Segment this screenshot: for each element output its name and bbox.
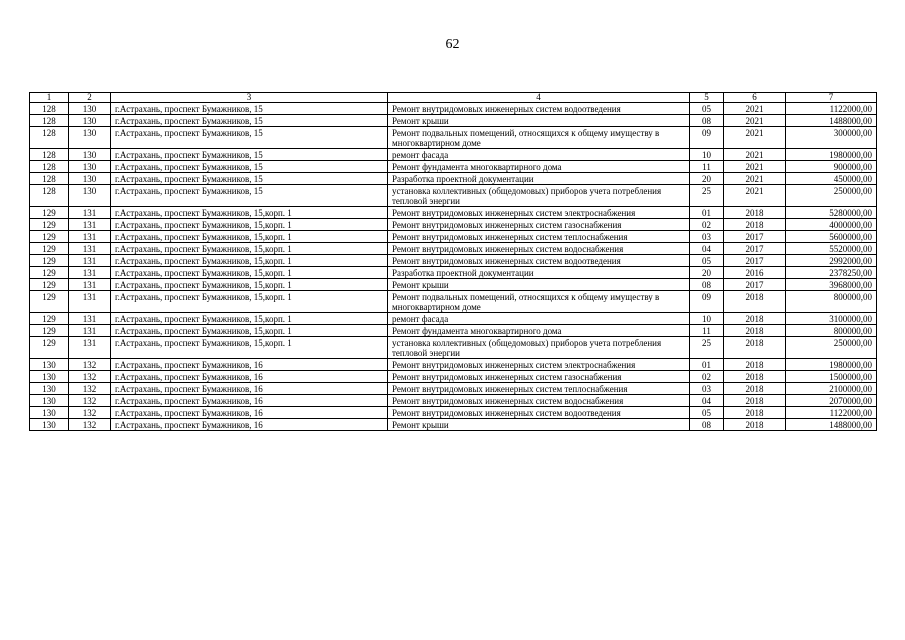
table-row (30, 383, 877, 395)
work-type-cell: установка коллективных (общедомовых) приборов учета потребления тепловой энергии (388, 185, 690, 207)
cost-cell: 5520000,00 (786, 243, 877, 255)
house-number-cell: 131 (69, 219, 111, 231)
table-row (30, 407, 877, 419)
work-code-cell: 05 (690, 407, 724, 419)
work-code-cell: 05 (690, 103, 724, 115)
work-type-cell: Ремонт фундамента многоквартирного дома (388, 161, 690, 173)
year-cell: 2018 (724, 371, 786, 383)
column-header-3: 3 (111, 93, 388, 103)
year-cell: 2021 (724, 185, 786, 207)
cost-cell: 1980000,00 (786, 149, 877, 161)
work-type-cell: ремонт фасада (388, 313, 690, 325)
house-number-cell: 132 (69, 407, 111, 419)
work-code-cell: 08 (690, 419, 724, 431)
address-cell: г.Астрахань, проспект Бумажников, 16 (111, 371, 388, 383)
table-row (30, 313, 877, 325)
work-type-cell: Ремонт внутридомовых инженерных систем электроснабжения (388, 207, 690, 219)
row-number-cell: 129 (30, 231, 69, 243)
work-code-cell: 08 (690, 115, 724, 127)
table-row (30, 161, 877, 173)
house-number-cell: 130 (69, 103, 111, 115)
address-cell: г.Астрахань, проспект Бумажников, 15,корп. 1 (111, 267, 388, 279)
year-cell: 2018 (724, 359, 786, 371)
address-cell: г.Астрахань, проспект Бумажников, 16 (111, 359, 388, 371)
table-row (30, 207, 877, 219)
year-cell: 2021 (724, 103, 786, 115)
work-code-cell: 10 (690, 313, 724, 325)
year-cell: 2017 (724, 231, 786, 243)
work-type-cell: Ремонт крыши (388, 279, 690, 291)
cost-cell: 1122000,00 (786, 103, 877, 115)
table-row (30, 419, 877, 431)
year-cell: 2016 (724, 267, 786, 279)
cost-cell: 1488000,00 (786, 115, 877, 127)
work-code-cell: 02 (690, 219, 724, 231)
address-cell: г.Астрахань, проспект Бумажников, 15 (111, 185, 388, 207)
cost-cell: 800000,00 (786, 325, 877, 337)
table-row (30, 325, 877, 337)
year-cell: 2017 (724, 279, 786, 291)
column-header-7: 7 (786, 93, 877, 103)
table-row (30, 185, 877, 207)
row-number-cell: 129 (30, 243, 69, 255)
work-type-cell: Ремонт внутридомовых инженерных систем водоотведения (388, 407, 690, 419)
work-type-cell: Ремонт подвальных помещений, относящихся к общему имуществу в многоквартирном доме (388, 127, 690, 149)
year-cell: 2018 (724, 291, 786, 313)
work-code-cell: 25 (690, 337, 724, 359)
house-number-cell: 131 (69, 313, 111, 325)
work-code-cell: 09 (690, 127, 724, 149)
house-number-cell: 130 (69, 127, 111, 149)
work-type-cell: Разработка проектной документации (388, 173, 690, 185)
cost-cell: 4000000,00 (786, 219, 877, 231)
row-number-cell: 130 (30, 371, 69, 383)
table-row (30, 231, 877, 243)
column-header-6: 6 (724, 93, 786, 103)
row-number-cell: 129 (30, 267, 69, 279)
address-cell: г.Астрахань, проспект Бумажников, 16 (111, 407, 388, 419)
address-cell: г.Астрахань, проспект Бумажников, 16 (111, 395, 388, 407)
address-cell: г.Астрахань, проспект Бумажников, 15,корп. 1 (111, 231, 388, 243)
column-header-4: 4 (388, 93, 690, 103)
year-cell: 2018 (724, 325, 786, 337)
year-cell: 2021 (724, 149, 786, 161)
work-code-cell: 05 (690, 255, 724, 267)
work-type-cell: Ремонт крыши (388, 115, 690, 127)
year-cell: 2017 (724, 255, 786, 267)
capital-repair-table (29, 92, 877, 431)
cost-cell: 5600000,00 (786, 231, 877, 243)
year-cell: 2018 (724, 207, 786, 219)
address-cell: г.Астрахань, проспект Бумажников, 15,корп. 1 (111, 207, 388, 219)
page-number: 62 (445, 37, 460, 52)
cost-cell: 300000,00 (786, 127, 877, 149)
address-cell: г.Астрахань, проспект Бумажников, 15,корп. 1 (111, 255, 388, 267)
year-cell: 2021 (724, 173, 786, 185)
table-row (30, 359, 877, 371)
cost-cell: 1488000,00 (786, 419, 877, 431)
work-code-cell: 11 (690, 161, 724, 173)
house-number-cell: 132 (69, 419, 111, 431)
table-row (30, 279, 877, 291)
work-code-cell: 09 (690, 291, 724, 313)
table-row (30, 255, 877, 267)
address-cell: г.Астрахань, проспект Бумажников, 16 (111, 419, 388, 431)
work-code-cell: 01 (690, 207, 724, 219)
table-row (30, 395, 877, 407)
address-cell: г.Астрахань, проспект Бумажников, 16 (111, 383, 388, 395)
house-number-cell: 131 (69, 231, 111, 243)
year-cell: 2021 (724, 115, 786, 127)
work-code-cell: 08 (690, 279, 724, 291)
work-code-cell: 10 (690, 149, 724, 161)
year-cell: 2021 (724, 127, 786, 149)
address-cell: г.Астрахань, проспект Бумажников, 15 (111, 161, 388, 173)
house-number-cell: 130 (69, 173, 111, 185)
work-type-cell: Ремонт внутридомовых инженерных систем газоснабжения (388, 371, 690, 383)
row-number-cell: 129 (30, 313, 69, 325)
row-number-cell: 129 (30, 207, 69, 219)
work-type-cell: Ремонт внутридомовых инженерных систем теплоснабжения (388, 383, 690, 395)
house-number-cell: 132 (69, 383, 111, 395)
row-number-cell: 129 (30, 255, 69, 267)
column-header-2: 2 (69, 93, 111, 103)
year-cell: 2018 (724, 219, 786, 231)
house-number-cell: 131 (69, 267, 111, 279)
table-row (30, 337, 877, 359)
house-number-cell: 132 (69, 371, 111, 383)
house-number-cell: 131 (69, 255, 111, 267)
house-number-cell: 131 (69, 291, 111, 313)
row-number-cell: 130 (30, 395, 69, 407)
address-cell: г.Астрахань, проспект Бумажников, 15,корп. 1 (111, 313, 388, 325)
cost-cell: 1500000,00 (786, 371, 877, 383)
row-number-cell: 128 (30, 149, 69, 161)
table-row (30, 219, 877, 231)
cost-cell: 250000,00 (786, 337, 877, 359)
year-cell: 2018 (724, 395, 786, 407)
cost-cell: 450000,00 (786, 173, 877, 185)
work-code-cell: 04 (690, 243, 724, 255)
house-number-cell: 132 (69, 395, 111, 407)
work-type-cell: Ремонт внутридомовых инженерных систем водоснабжения (388, 243, 690, 255)
house-number-cell: 130 (69, 185, 111, 207)
work-type-cell: Ремонт внутридомовых инженерных систем водоотведения (388, 103, 690, 115)
work-code-cell: 04 (690, 395, 724, 407)
work-type-cell: ремонт фасада (388, 149, 690, 161)
address-cell: г.Астрахань, проспект Бумажников, 15,корп. 1 (111, 243, 388, 255)
table-row (30, 371, 877, 383)
row-number-cell: 128 (30, 127, 69, 149)
column-header-5: 5 (690, 93, 724, 103)
house-number-cell: 130 (69, 161, 111, 173)
work-type-cell: Ремонт фундамента многоквартирного дома (388, 325, 690, 337)
work-code-cell: 03 (690, 383, 724, 395)
address-cell: г.Астрахань, проспект Бумажников, 15 (111, 103, 388, 115)
house-number-cell: 132 (69, 359, 111, 371)
house-number-cell: 131 (69, 243, 111, 255)
house-number-cell: 130 (69, 149, 111, 161)
work-type-cell: Ремонт внутридомовых инженерных систем водоснабжения (388, 395, 690, 407)
row-number-cell: 129 (30, 325, 69, 337)
table-row (30, 173, 877, 185)
row-number-cell: 128 (30, 115, 69, 127)
work-type-cell: Разработка проектной документации (388, 267, 690, 279)
row-number-cell: 130 (30, 359, 69, 371)
column-header-1: 1 (30, 93, 69, 103)
cost-cell: 2100000,00 (786, 383, 877, 395)
work-code-cell: 02 (690, 371, 724, 383)
row-number-cell: 129 (30, 279, 69, 291)
work-code-cell: 20 (690, 173, 724, 185)
house-number-cell: 130 (69, 115, 111, 127)
table-row (30, 243, 877, 255)
row-number-cell: 128 (30, 161, 69, 173)
year-cell: 2018 (724, 383, 786, 395)
work-code-cell: 03 (690, 231, 724, 243)
work-type-cell: Ремонт внутридомовых инженерных систем газоснабжения (388, 219, 690, 231)
year-cell: 2017 (724, 243, 786, 255)
work-type-cell: установка коллективных (общедомовых) приборов учета потребления тепловой энергии (388, 337, 690, 359)
table-row (30, 115, 877, 127)
table-row (30, 267, 877, 279)
year-cell: 2018 (724, 419, 786, 431)
year-cell: 2018 (724, 407, 786, 419)
address-cell: г.Астрахань, проспект Бумажников, 15,корп. 1 (111, 325, 388, 337)
address-cell: г.Астрахань, проспект Бумажников, 15,корп. 1 (111, 219, 388, 231)
year-cell: 2018 (724, 337, 786, 359)
row-number-cell: 128 (30, 103, 69, 115)
address-cell: г.Астрахань, проспект Бумажников, 15 (111, 127, 388, 149)
cost-cell: 250000,00 (786, 185, 877, 207)
work-code-cell: 20 (690, 267, 724, 279)
address-cell: г.Астрахань, проспект Бумажников, 15,корп. 1 (111, 279, 388, 291)
address-cell: г.Астрахань, проспект Бумажников, 15 (111, 149, 388, 161)
address-cell: г.Астрахань, проспект Бумажников, 15 (111, 115, 388, 127)
cost-cell: 2070000,00 (786, 395, 877, 407)
table-body (30, 93, 877, 431)
house-number-cell: 131 (69, 279, 111, 291)
row-number-cell: 130 (30, 419, 69, 431)
work-code-cell: 11 (690, 325, 724, 337)
row-number-cell: 128 (30, 185, 69, 207)
house-number-cell: 131 (69, 207, 111, 219)
year-cell: 2021 (724, 161, 786, 173)
work-type-cell: Ремонт внутридомовых инженерных систем электроснабжения (388, 359, 690, 371)
table-header-row (30, 93, 877, 103)
cost-cell: 5280000,00 (786, 207, 877, 219)
table-row (30, 103, 877, 115)
table-row (30, 291, 877, 313)
work-type-cell: Ремонт внутридомовых инженерных систем водоотведения (388, 255, 690, 267)
year-cell: 2018 (724, 313, 786, 325)
work-code-cell: 01 (690, 359, 724, 371)
table-row (30, 149, 877, 161)
work-type-cell: Ремонт крыши (388, 419, 690, 431)
row-number-cell: 128 (30, 173, 69, 185)
house-number-cell: 131 (69, 337, 111, 359)
cost-cell: 900000,00 (786, 161, 877, 173)
cost-cell: 3100000,00 (786, 313, 877, 325)
cost-cell: 800000,00 (786, 291, 877, 313)
address-cell: г.Астрахань, проспект Бумажников, 15,корп. 1 (111, 337, 388, 359)
row-number-cell: 129 (30, 337, 69, 359)
address-cell: г.Астрахань, проспект Бумажников, 15,корп. 1 (111, 291, 388, 313)
house-number-cell: 131 (69, 325, 111, 337)
row-number-cell: 129 (30, 219, 69, 231)
cost-cell: 1122000,00 (786, 407, 877, 419)
cost-cell: 2378250,00 (786, 267, 877, 279)
address-cell: г.Астрахань, проспект Бумажников, 15 (111, 173, 388, 185)
row-number-cell: 130 (30, 407, 69, 419)
work-code-cell: 25 (690, 185, 724, 207)
work-type-cell: Ремонт подвальных помещений, относящихся к общему имуществу в многоквартирном доме (388, 291, 690, 313)
cost-cell: 1980000,00 (786, 359, 877, 371)
row-number-cell: 130 (30, 383, 69, 395)
work-type-cell: Ремонт внутридомовых инженерных систем теплоснабжения (388, 231, 690, 243)
cost-cell: 3968000,00 (786, 279, 877, 291)
cost-cell: 2992000,00 (786, 255, 877, 267)
table-row (30, 127, 877, 149)
row-number-cell: 129 (30, 291, 69, 313)
